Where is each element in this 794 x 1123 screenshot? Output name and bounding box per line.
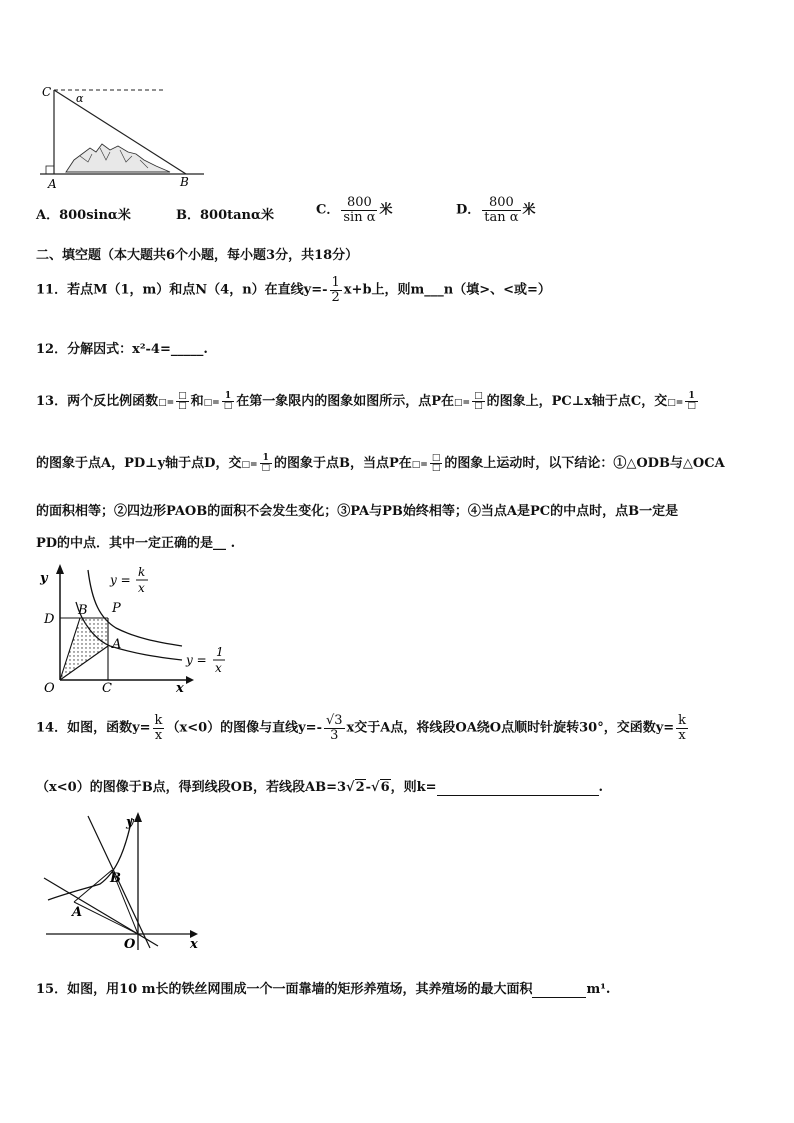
curve-1-lhs: y = — [186, 653, 207, 667]
question-12: 12．分解因式：x²-4=_____. — [36, 342, 208, 357]
curve-k-num: k — [138, 565, 146, 579]
option-c-label: C． — [316, 202, 340, 218]
origin-label: O — [44, 681, 55, 696]
frac-box: □ — [474, 401, 483, 411]
option-a: A．800sinα米 — [36, 208, 131, 223]
frac-box: □ — [223, 401, 233, 411]
axis-y-label: y — [126, 815, 134, 830]
answer-blank[interactable] — [532, 982, 586, 998]
frac-box: □ — [474, 390, 483, 401]
option-c — [316, 196, 393, 224]
q13-l2-c: 的图象上运动时，以下结论：①△ODB与△OCA — [444, 456, 725, 471]
option-c-denominator: sin α — [343, 209, 376, 225]
label-c: C — [42, 85, 52, 99]
axis-y-label: y — [40, 571, 48, 586]
q14-f2-num: √3 — [325, 713, 343, 728]
placeholder-box: □= — [203, 398, 220, 408]
q14-l1-b: （x<0）的图像与直线y=- — [166, 720, 322, 736]
q14-l2-a: （x<0）的图像于B点，得到线段OB，若线段AB=3 — [36, 780, 347, 795]
answer-blank[interactable] — [437, 780, 599, 796]
point-a-label: A — [72, 905, 83, 920]
option-d — [456, 196, 536, 224]
question-13-line-4: PD的中点．其中一定正确的是__ . — [36, 536, 236, 551]
axis-x-label: x — [176, 681, 184, 696]
q11-text-post: x+b上，则m___n（填>、<或=） — [343, 282, 551, 298]
placeholder-box: □= — [241, 460, 258, 470]
frac-one: 1 — [685, 392, 698, 402]
label-a: A — [48, 177, 57, 191]
frac-box: □ — [431, 463, 441, 473]
option-d-numerator: 800 — [482, 196, 520, 211]
option-d-label: D． — [456, 202, 481, 218]
q14-l1-a: 14．如图，函数y= — [36, 720, 151, 736]
question-11 — [36, 276, 551, 304]
frac-box: □ — [261, 463, 271, 473]
frac-one: 1 — [260, 454, 273, 464]
point-a-label: A — [112, 637, 122, 652]
section-title: 二、填空题（本大题共6个小题，每小题3分，共18分） — [36, 248, 359, 263]
point-p-label: P — [112, 601, 121, 616]
q13-l2-b: 的图象于点B，当点P在 — [274, 456, 412, 471]
frac-one: 1 — [222, 392, 235, 402]
q15-text-a: 15．如图，用10 m长的铁丝网围成一个一面靠墙的矩形养殖场，其养殖场的最大面积 — [36, 982, 533, 997]
q14-root-1: 2 — [355, 780, 365, 795]
q14-root-2: 6 — [380, 780, 390, 795]
q11-numerator: 1 — [331, 275, 340, 290]
point-b-label: B — [110, 871, 121, 886]
q13-l1-a: 13．两个反比例函数 — [36, 394, 159, 409]
placeholder-box: □= — [454, 398, 471, 408]
q11-text-pre: 11．若点M（1，m）和点N（4，n）在直线y=- — [36, 282, 328, 298]
point-c-label: C — [102, 681, 112, 696]
origin-label: O — [124, 937, 136, 952]
q14-f1-den: x — [154, 727, 163, 743]
q14-f3-den: x — [678, 727, 686, 743]
option-c-unit: 米 — [379, 202, 393, 218]
q13-l1-c: 在第一象限内的图象如图所示，点P在 — [236, 394, 455, 409]
q14-l2-end: . — [598, 780, 604, 795]
q13-l1-d: 的图象上，PC⊥x轴于点C，交 — [486, 394, 668, 409]
q14-f1-num: k — [154, 713, 163, 728]
figure-14 — [40, 808, 210, 956]
axis-x-label: x — [190, 937, 198, 952]
q13-l2-a: 的图象于点A，PD⊥y轴于点D，交 — [36, 456, 242, 471]
q11-denominator: 2 — [331, 289, 340, 305]
mountain-figure — [36, 82, 206, 192]
q14-minus: - — [365, 780, 372, 795]
q13-l1-b: 和 — [190, 394, 204, 409]
option-d-denominator: tan α — [484, 209, 519, 225]
label-alpha: α — [76, 92, 84, 105]
q14-f2-den: 3 — [330, 727, 339, 743]
question-14-line-2: （x<0）的图像于B点，得到线段OB，若线段AB=3√2-√6，则k= . — [36, 780, 604, 795]
curve-1-num: 1 — [216, 645, 224, 659]
q14-l2-b: ，则k= — [390, 780, 437, 795]
option-c-numerator: 800 — [341, 196, 377, 211]
question-15 — [36, 978, 610, 998]
frac-box: □ — [178, 390, 187, 401]
placeholder-box: □= — [411, 460, 428, 470]
figure-13 — [36, 562, 236, 700]
q14-f3-num: k — [678, 713, 687, 728]
label-b: B — [180, 175, 189, 189]
frac-box: □ — [178, 401, 187, 411]
q14-l1-c: x交于A点，将线段OA绕O点顺时针旋转30°，交函数y= — [346, 720, 675, 736]
curve-k-den: x — [138, 581, 145, 595]
question-13-line-1 — [36, 390, 700, 411]
question-13-line-3: 的面积相等；②四边形PAOB的面积不会发生变化；③PA与PB始终相等；④当点A是PC的中点时，点B一定是 — [36, 504, 679, 519]
point-b-label: B — [78, 603, 88, 618]
frac-box: □ — [431, 452, 441, 463]
placeholder-box: □= — [667, 398, 684, 408]
option-d-unit: 米 — [522, 202, 536, 218]
q15-text-b: m¹. — [586, 982, 611, 997]
question-14-line-1 — [36, 714, 690, 742]
placeholder-box: □= — [158, 398, 175, 408]
point-d-label: D — [44, 612, 55, 627]
frac-box: □ — [687, 401, 696, 411]
option-b: B．800tanα米 — [176, 208, 275, 223]
question-13-line-2 — [36, 452, 725, 473]
curve-k-lhs: y = — [110, 573, 131, 587]
curve-1-den: x — [215, 661, 222, 675]
